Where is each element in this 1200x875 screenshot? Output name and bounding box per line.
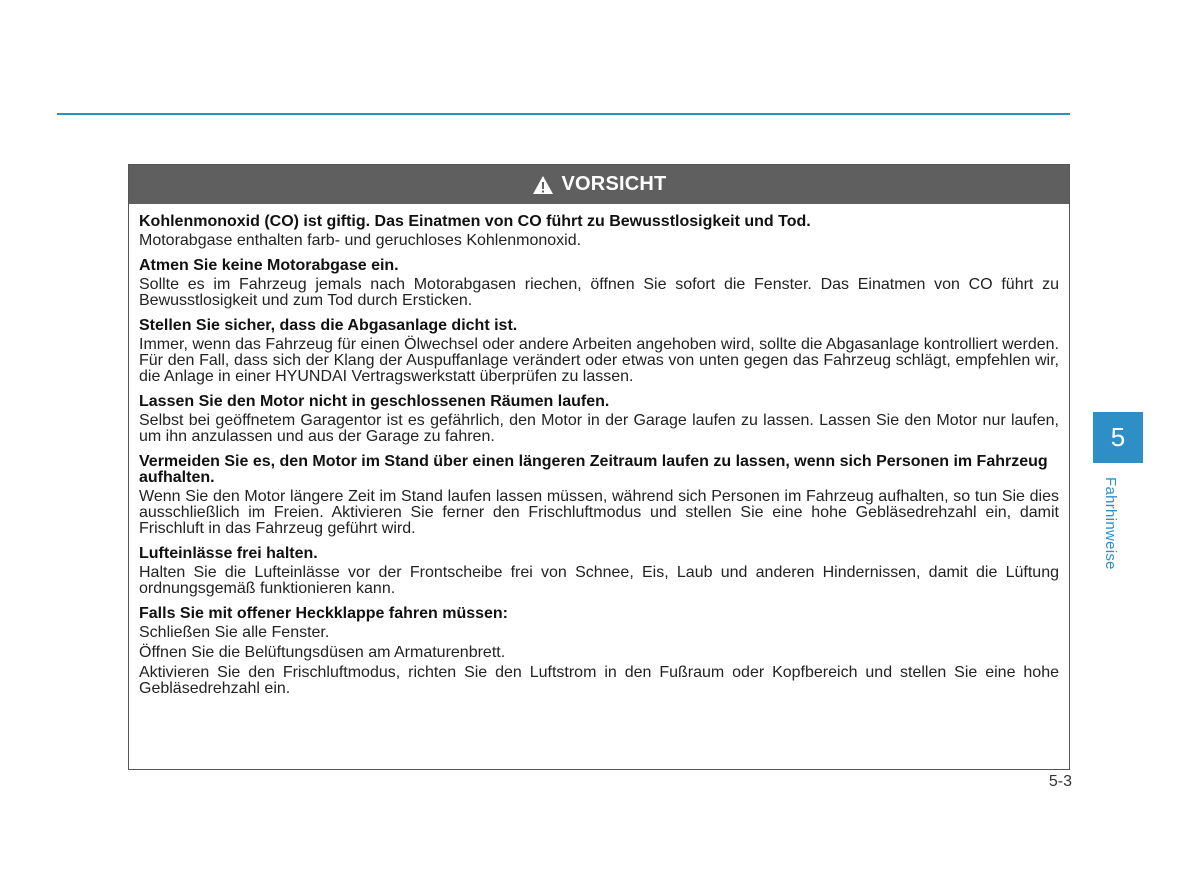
section-heading: Kohlenmonoxid (CO) ist giftig. Das Einatmen von CO führt zu Bewusstlosigkeit und Tod.	[139, 213, 811, 230]
chapter-label: Fahrhinweise	[1102, 477, 1119, 570]
section-text: Halten Sie die Lufteinlässe vor der Frontscheibe frei von Schnee, Eis, Laub und anderen Hindernissen, damit die Lüftung ordnungsgemäß funktionieren kann.	[139, 564, 1059, 597]
section-text: Schließen Sie alle Fenster.	[139, 624, 330, 641]
section-text: Motorabgase enthalten farb- und geruchloses Kohlenmonoxid.	[139, 232, 582, 249]
section-idling	[139, 454, 1059, 537]
section-heading: Vermeiden Sie es, den Motor im Stand über einen längeren Zeitraum laufen zu lassen, wenn sich Personen im Fahrzeug aufhalten.	[139, 453, 1048, 486]
section-heading: Lassen Sie den Motor nicht in geschlossenen Räumen laufen.	[139, 393, 610, 410]
section-open-tailgate	[139, 606, 1059, 697]
section-exhaust-sealed	[139, 318, 1059, 385]
section-text: Wenn Sie den Motor längere Zeit im Stand laufen lassen müssen, während sich Personen im Fahrzeug aufhalten, so tun Sie dies ausschließlich im Freien. Aktivieren Sie ferner den Frischluftmodus und stellen Sie eine hohe Gebläsedrehzahl ein, damit Frischluft in das Fahrzeug geführt wird.	[139, 488, 1059, 537]
caution-body	[129, 204, 1069, 697]
page-number: 5-3	[1048, 773, 1072, 790]
caution-header	[129, 165, 1069, 204]
header-rule	[57, 113, 1070, 115]
section-air-inlets	[139, 546, 1059, 597]
section-closed-rooms	[139, 394, 1059, 445]
chapter-number: 5	[1110, 422, 1126, 452]
section-co-toxic	[139, 214, 1059, 249]
section-text: Öffnen Sie die Belüftungsdüsen am Armaturenbrett.	[139, 644, 506, 661]
chapter-tab	[1093, 412, 1143, 463]
caution-box	[128, 164, 1070, 770]
section-heading: Falls Sie mit offener Heckklappe fahren müssen:	[139, 605, 509, 622]
section-text: Immer, wenn das Fahrzeug für einen Ölwechsel oder andere Arbeiten angehoben wird, sollte die Abgasanlage kontrolliert werden. Für den Fall, dass sich der Klang der Auspuffanlage verändert oder etwas von unten gegen das Fahrzeug schlägt, empfehlen wir, die Anlage in einer HYUNDAI Vertragswerkstatt überprüfen zu lassen.	[139, 336, 1059, 385]
section-no-exhaust	[139, 258, 1059, 309]
section-heading: Stellen Sie sicher, dass die Abgasanlage dicht ist.	[139, 317, 518, 334]
section-heading: Atmen Sie keine Motorabgase ein.	[139, 257, 399, 274]
section-text: Selbst bei geöffnetem Garagentor ist es gefährlich, den Motor in der Garage laufen zu lassen. Lassen Sie den Motor nur laufen, um ihn anzulassen und aus der Garage zu fahren.	[139, 412, 1059, 445]
section-text: Sollte es im Fahrzeug jemals nach Motorabgasen riechen, öffnen Sie sofort die Fenster. Das Einatmen von CO führt zu Bewusstlosigkeit und zum Tod durch Ersticken.	[139, 276, 1059, 309]
warning-triangle-icon	[532, 175, 554, 195]
section-heading: Lufteinlässe frei halten.	[139, 545, 318, 562]
section-text: Aktivieren Sie den Frischluftmodus, richten Sie den Luftstrom in den Fußraum oder Kopfbereich und stellen Sie eine hohe Gebläsedrehzahl ein.	[139, 664, 1059, 697]
caution-title: VORSICHT	[561, 173, 667, 195]
